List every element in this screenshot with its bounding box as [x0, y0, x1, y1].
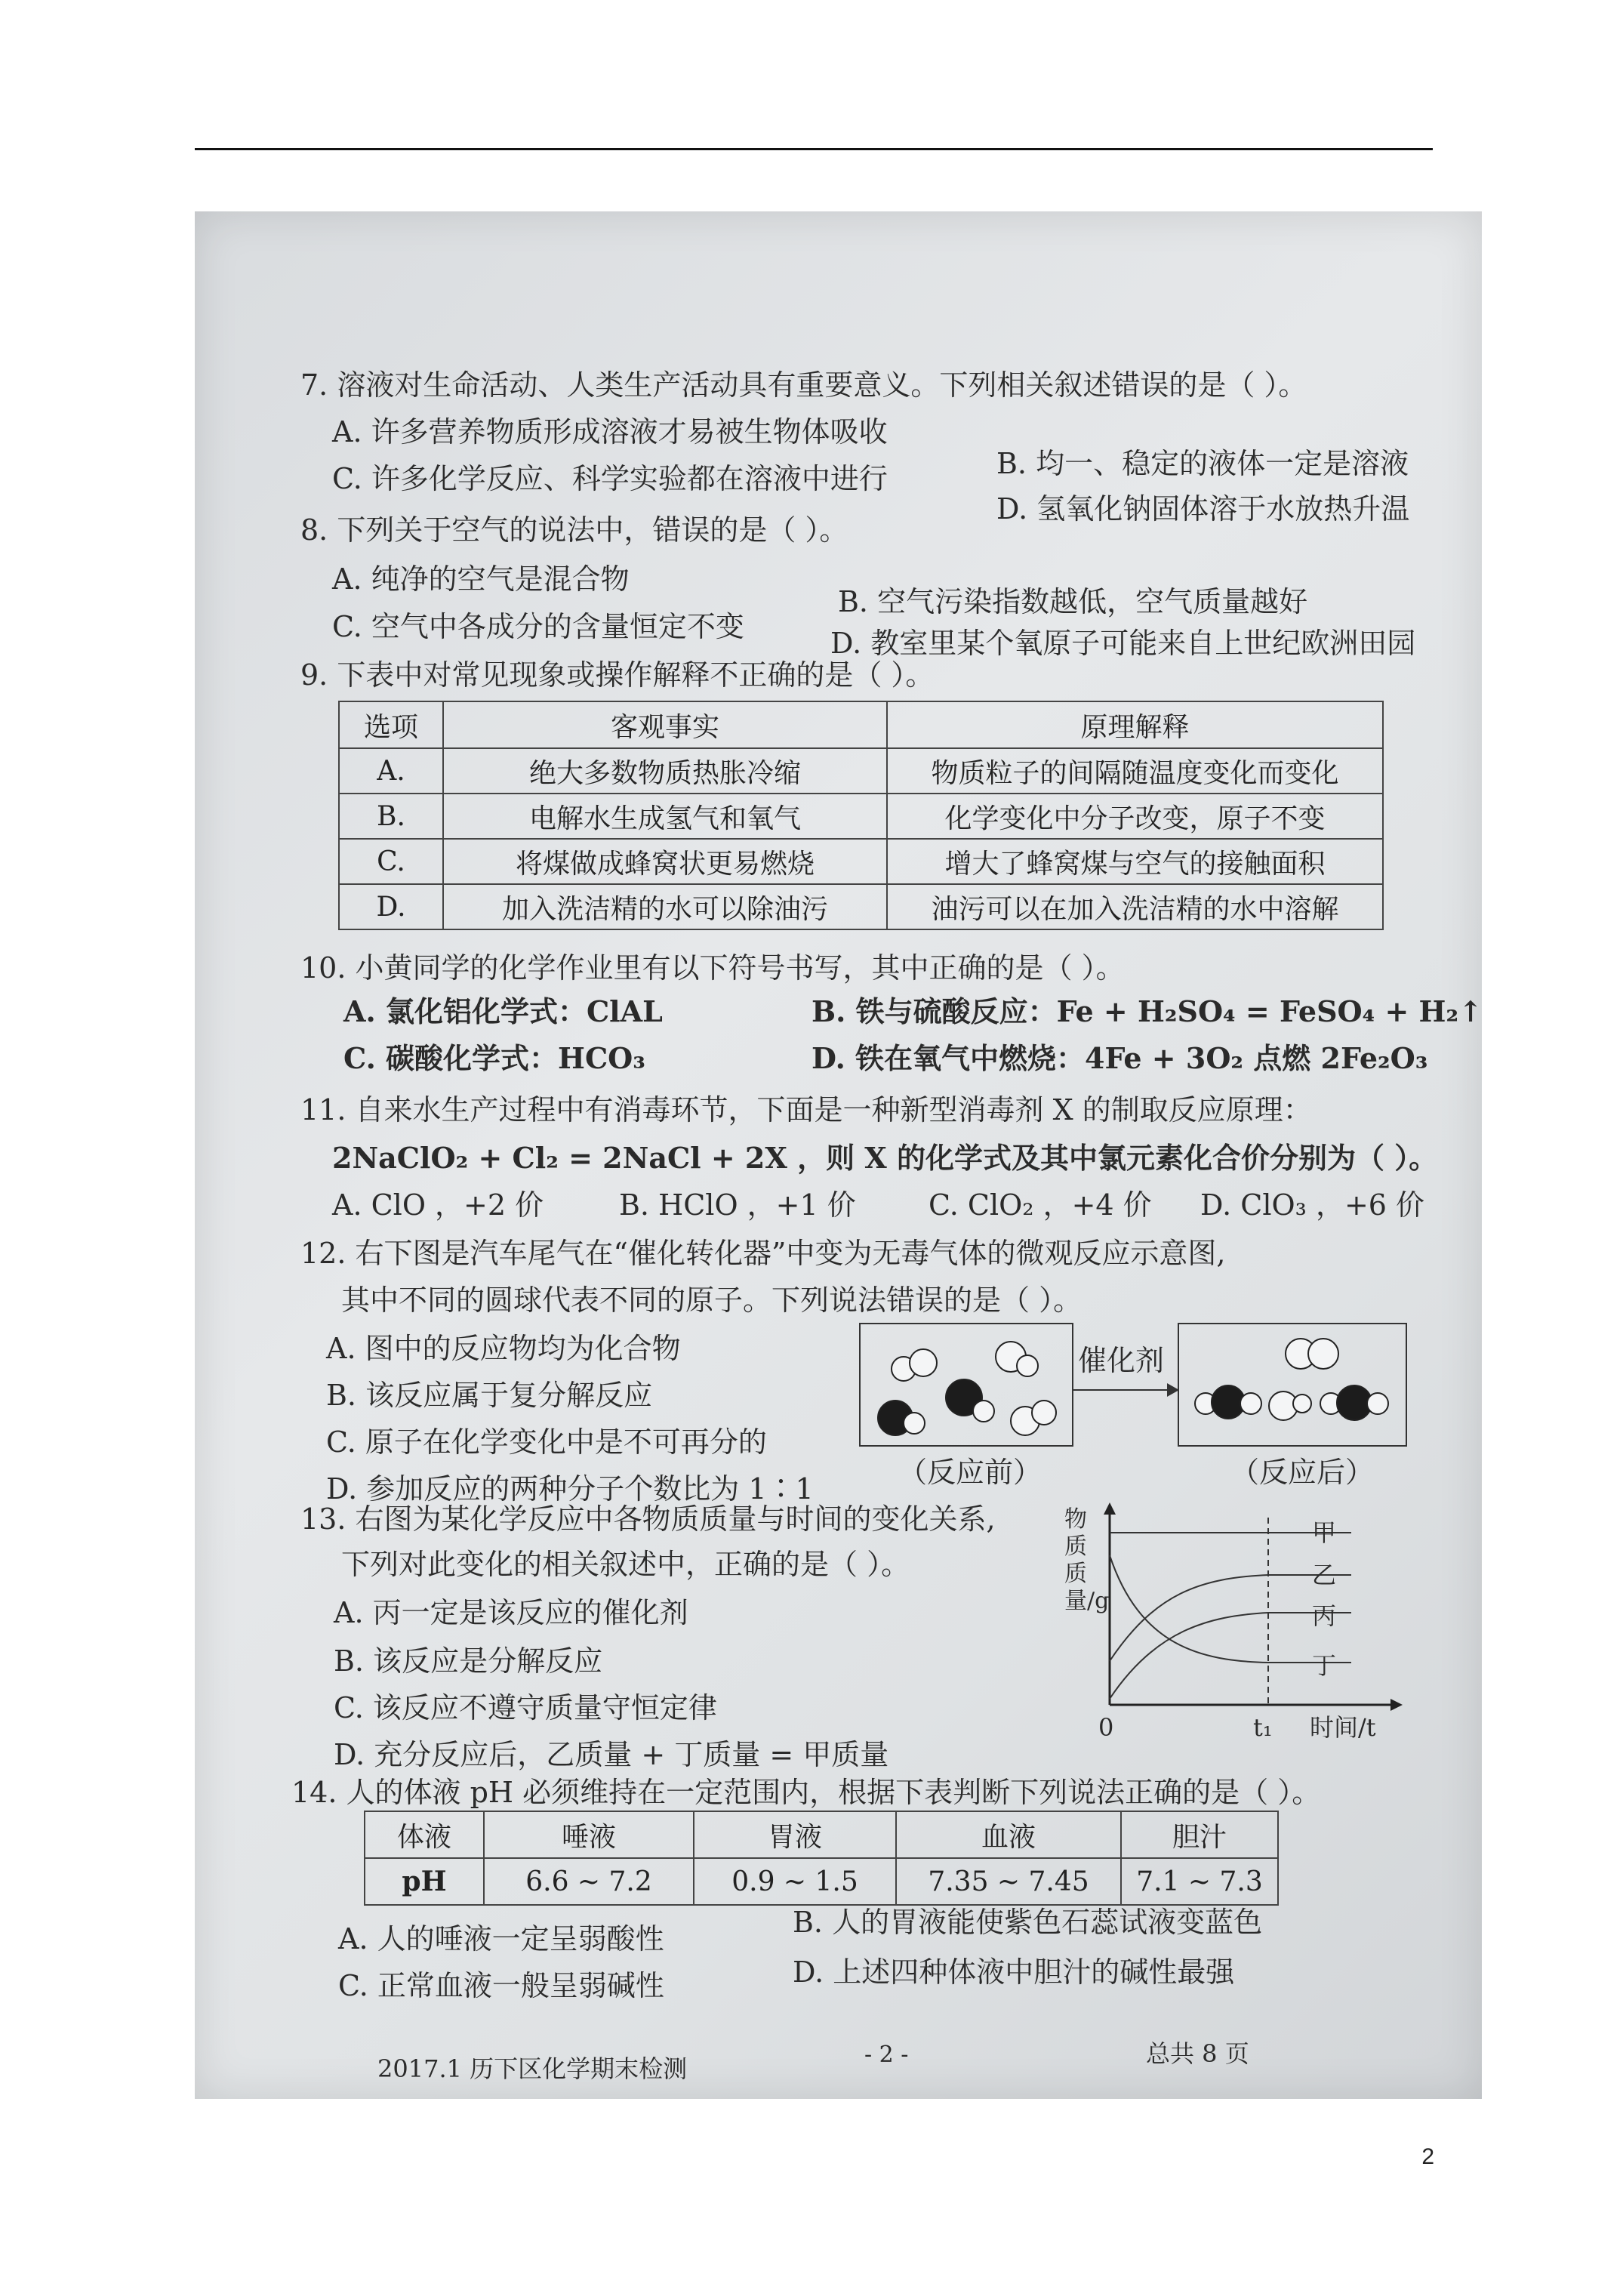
series-label-bing: 丙	[1312, 1601, 1337, 1630]
q14-stem: 14. 人的体液 pH 必须维持在一定范围内，根据下表判断下列说法正确的是（ ）。	[291, 1776, 1321, 1809]
q9-cell: 物质粒子的间隔随温度变化而变化	[887, 748, 1383, 794]
q9-cell: 油污可以在加入洗洁精的水中溶解	[887, 884, 1383, 929]
q7-option-a: A. 许多营养物质形成溶液才易被生物体吸收	[332, 415, 888, 448]
q13-stem-2: 下列对此变化的相关叙述中，正确的是（ ）。	[341, 1548, 910, 1581]
q8-option-a: A. 纯净的空气是混合物	[332, 562, 630, 596]
reaction-arrow	[1072, 1389, 1170, 1391]
page-number: 2	[1421, 2144, 1434, 2169]
q12-stem-2: 其中不同的圆球代表不同的原子。下列说法错误的是（ ）。	[341, 1284, 1083, 1317]
q7-stem: 7. 溶液对生命活动、人类生产活动具有重要意义。下列相关叙述错误的是（ ）。	[300, 368, 1307, 402]
q14-cell: 6.6 ~ 7.2	[484, 1858, 694, 1905]
series-label-ding: 丁	[1312, 1651, 1337, 1680]
x-axis-arrow-icon	[1390, 1699, 1403, 1711]
q9-stem: 9. 下表中对常见现象或操作解释不正确的是（ ）。	[300, 658, 935, 692]
q9-cell: 化学变化中分子改变，原子不变	[887, 794, 1383, 839]
q11-option-c: C. ClO₂ ，+4 价	[929, 1188, 1152, 1222]
q13-option-d: D. 充分反应后，乙质量 + 丁质量 = 甲质量	[334, 1738, 889, 1771]
q9-table	[338, 701, 1384, 930]
q14-option-b: B. 人的胃液能使紫色石蕊试液变蓝色	[793, 1906, 1263, 1939]
q9-cell: 增大了蜂窝煤与空气的接触面积	[887, 839, 1383, 884]
q14-cell: pH	[365, 1858, 484, 1905]
series-label-jia: 甲	[1312, 1518, 1337, 1547]
after-label: （反应后）	[1230, 1456, 1375, 1489]
q9-header: 选项	[339, 701, 443, 748]
q11-stem: 11. 自来水生产过程中有消毒环节，下面是一种新型消毒剂 X 的制取反应原理：	[300, 1093, 1312, 1126]
q10-option-d: D. 铁在氧气中燃烧：4Fe + 3O₂ 点燃 2Fe₂O₃	[812, 1041, 1428, 1075]
white-atom	[1016, 1354, 1039, 1377]
reaction-before-box	[859, 1323, 1073, 1447]
series-label-yi: 乙	[1312, 1561, 1337, 1589]
q14-header: 血液	[896, 1811, 1121, 1858]
q10-option-a: A. 氯化铝化学式：ClAL	[343, 994, 663, 1028]
q14-header: 唾液	[484, 1811, 694, 1858]
q9-cell: B.	[339, 794, 443, 839]
q12-option-a: A. 图中的反应物均为化合物	[326, 1332, 681, 1365]
footer-left: 2017.1 历下区化学期末检测	[377, 2054, 688, 2083]
q8-option-b: B. 空气污染指数越低，空气质量越好	[838, 585, 1308, 618]
q13-option-b: B. 该反应是分解反应	[334, 1644, 603, 1678]
q9-cell: 绝大多数物质热胀冷缩	[443, 748, 887, 794]
white-atom	[909, 1348, 938, 1377]
q12-option-c: C. 原子在化学变化中是不可再分的	[326, 1425, 767, 1459]
q12-option-b: B. 该反应属于复分解反应	[326, 1379, 653, 1412]
header-rule	[195, 148, 1433, 150]
q8-stem: 8. 下列关于空气的说法中，错误的是（ ）。	[300, 513, 848, 547]
q8-option-c: C. 空气中各成分的含量恒定不变	[332, 610, 744, 643]
q9-header: 客观事实	[443, 701, 887, 748]
q7-option-b: B. 均一、稳定的液体一定是溶液	[996, 447, 1409, 480]
q7-option-c: C. 许多化学反应、科学实验都在溶液中进行	[332, 462, 888, 495]
q14-cell: 7.1 ~ 7.3	[1121, 1858, 1278, 1905]
white-atom	[1292, 1394, 1312, 1413]
q13-option-a: A. 丙一定是该反应的催化剂	[334, 1596, 688, 1629]
white-atom	[1307, 1338, 1339, 1370]
q10-option-c: C. 碳酸化学式：HCO₃	[343, 1041, 645, 1075]
q10-stem: 10. 小黄同学的化学作业里有以下符号书写，其中正确的是（ ）。	[300, 951, 1125, 985]
q9-cell: 将煤做成蜂窝状更易燃烧	[443, 839, 887, 884]
graph-t1: t₁	[1253, 1713, 1273, 1742]
q9-cell: A.	[339, 748, 443, 794]
q14-cell: 0.9 ~ 1.5	[694, 1858, 896, 1905]
q12-option-d: D. 参加反应的两种分子个数比为 1∶1	[326, 1472, 814, 1505]
q11-option-b: B. HClO ，+1 价	[619, 1188, 856, 1222]
q11-equation: 2NaClO₂ + Cl₂ = 2NaCl + 2X ，则 X 的化学式及其中氯元素化合价分别为（ ）。	[332, 1141, 1438, 1175]
reaction-after-box	[1178, 1323, 1407, 1447]
q11-option-d: D. ClO₃ ，+6 价	[1200, 1188, 1425, 1222]
before-label: （反应前）	[898, 1456, 1042, 1489]
q14-option-d: D. 上述四种体液中胆汁的碱性最强	[793, 1955, 1235, 1989]
q14-cell: 7.35 ~ 7.45	[896, 1858, 1121, 1905]
white-atom	[1031, 1400, 1057, 1425]
y-axis-arrow-icon	[1104, 1502, 1116, 1515]
q14-header: 体液	[365, 1811, 484, 1858]
white-atom	[972, 1400, 995, 1422]
q9-cell: 电解水生成氢气和氧气	[443, 794, 887, 839]
footer-center: - 2 -	[864, 2042, 909, 2068]
footer-right: 总共 8 页	[1146, 2039, 1249, 2068]
white-atom	[903, 1412, 925, 1435]
q13-option-c: C. 该反应不遵守质量守恒定律	[334, 1691, 717, 1724]
q14-header: 胃液	[694, 1811, 896, 1858]
q14-header: 胆汁	[1121, 1811, 1278, 1858]
q9-cell: D.	[339, 884, 443, 929]
q14-option-a: A. 人的唾液一定呈弱酸性	[338, 1922, 664, 1955]
q9-header: 原理解释	[887, 701, 1383, 748]
q14-table	[364, 1811, 1279, 1906]
q8-option-d: D. 教室里某个氧原子可能来自上世纪欧洲田园	[830, 627, 1416, 660]
graph-origin: 0	[1098, 1713, 1114, 1742]
q13-stem-1: 13. 右图为某化学反应中各物质质量与时间的变化关系,	[300, 1502, 996, 1536]
q9-cell: 加入洗洁精的水可以除油污	[443, 884, 887, 929]
q11-option-a: A. ClO ，+2 价	[332, 1188, 544, 1222]
q12-stem-1: 12. 右下图是汽车尾气在“催化转化器”中变为无毒气体的微观反应示意图,	[300, 1237, 1226, 1270]
q7-option-d: D. 氢氧化钠固体溶于水放热升温	[996, 492, 1410, 525]
white-atom	[1366, 1392, 1389, 1415]
graph-y-label: 物质质量/g	[1064, 1506, 1110, 1614]
white-atom	[1240, 1392, 1262, 1415]
catalyst-label: 催化剂	[1078, 1344, 1165, 1377]
q9-cell: C.	[339, 839, 443, 884]
q10-option-b: B. 铁与硫酸反应：Fe + H₂SO₄ = FeSO₄ + H₂↑	[812, 994, 1483, 1028]
q14-option-c: C. 正常血液一般呈弱碱性	[338, 1969, 664, 2002]
graph-x-label: 时间/t	[1310, 1713, 1376, 1742]
